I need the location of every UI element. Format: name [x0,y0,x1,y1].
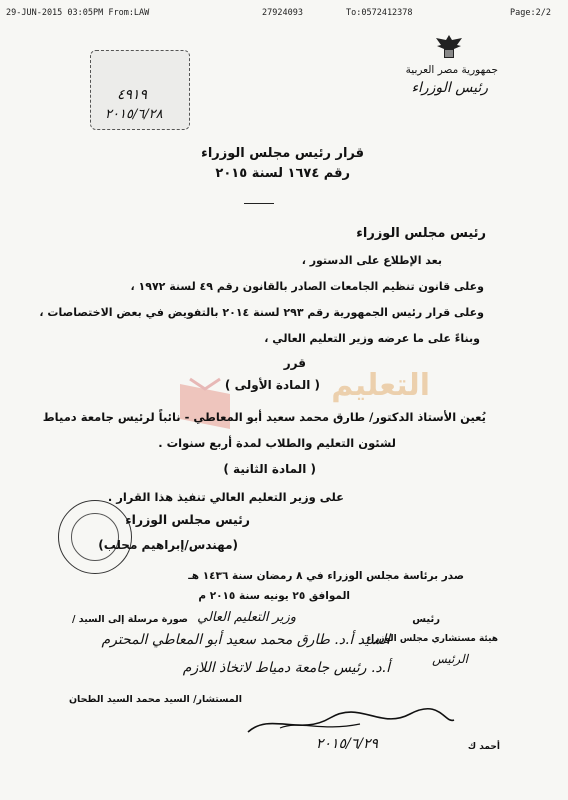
copy-line: صورة مرسلة إلى السيد / [72,614,188,625]
issued-line-2: الموافق ٢٥ يونيه سنة ٢٠١٥ م [198,590,350,602]
handwritten-note-1b: الرئيس [432,652,468,666]
emblem-country: جمهورية مصر العربية [405,64,498,76]
divider [244,203,274,204]
watermark-text: التعليم [331,368,430,403]
article-2-title: ( المادة الثانية ) [223,462,316,476]
decree-title: قرار رئيس مجلس الوزراء [201,146,364,161]
emblem-office: رئيس الوزراء [411,80,488,96]
seal-eagle-icon [71,513,119,561]
official-seal [58,500,132,574]
stamp-number: ٤٩١٩ [117,87,148,103]
article-1-title: ( المادة الأولى ) [224,378,320,392]
article-2-text: على وزير التعليم العالي تنفيذ هذا القرار . [107,490,344,504]
footer-initials: أحمد ك [467,742,500,752]
fax-page: Page:2/2 [510,8,551,18]
preamble-4: وبناءً على ما عرضه وزير التعليم العالي ، [264,332,480,345]
counselor-name: المستشار/ السيد محمد السيد الطحان [68,694,242,705]
article-1-line-2: لشئون التعليم والطلاب لمدة أربع سنوات . [158,436,396,450]
eagle-emblem-icon [432,32,466,62]
fax-date-time: 29-JUN-2015 03:05PM From:LAW [6,8,150,18]
signature-name: (مهندس/إبراهيم محلب) [98,538,238,552]
preamble-1: بعد الإطلاع على الدستور ، [301,254,442,267]
handwritten-date: ٢٠١٥/٦/٢٩ [315,736,378,752]
issuer-heading: رئيس مجلس الوزراء [356,226,486,241]
handwritten-instruction: أ.د. رئيس جامعة دمياط لاتخاذ اللازم [182,660,390,676]
decree-number: رقم ١٦٧٤ لسنة ٢٠١٥ [215,166,350,181]
decided-label: قرر [283,356,306,370]
committee-label: هيئة مستشاري مجلس الوزراء [366,634,498,644]
preamble-3: وعلى قرار رئيس الجمهورية رقم ٢٩٣ لسنة ٢٠١٤ بالتفويض في بعض الاختصاصات ، [39,306,484,319]
signature-title: رئيس مجلس الوزراء [125,512,250,527]
fax-header [0,8,568,22]
copy-president: رئيس [412,614,440,625]
article-1-line-1: يُعين الأستاذ الدكتور/ طارق محمد سعيد أبو المعاطي - نائباً لرئيس جامعة دمياط [42,410,486,424]
fax-to: To:0572412378 [346,8,413,18]
handwritten-recipient: السيد أ.د. طارق محمد سعيد أبو المعاطي المحترم [101,632,390,648]
copy-minister: وزير التعليم العالي [197,610,296,625]
issued-line-1: صدر برئاسة مجلس الوزراء في ٨ رمضان سنة ١٤٣٦ هـ [188,570,464,582]
registration-stamp [90,50,190,130]
preamble-2: وعلى قانون تنظيم الجامعات الصادر بالقانون رقم ٤٩ لسنة ١٩٧٢ ، [130,280,484,293]
fax-number: 27924093 [262,8,303,18]
stamp-date: ٢٠١٥/٦/٢٨ [105,107,163,122]
